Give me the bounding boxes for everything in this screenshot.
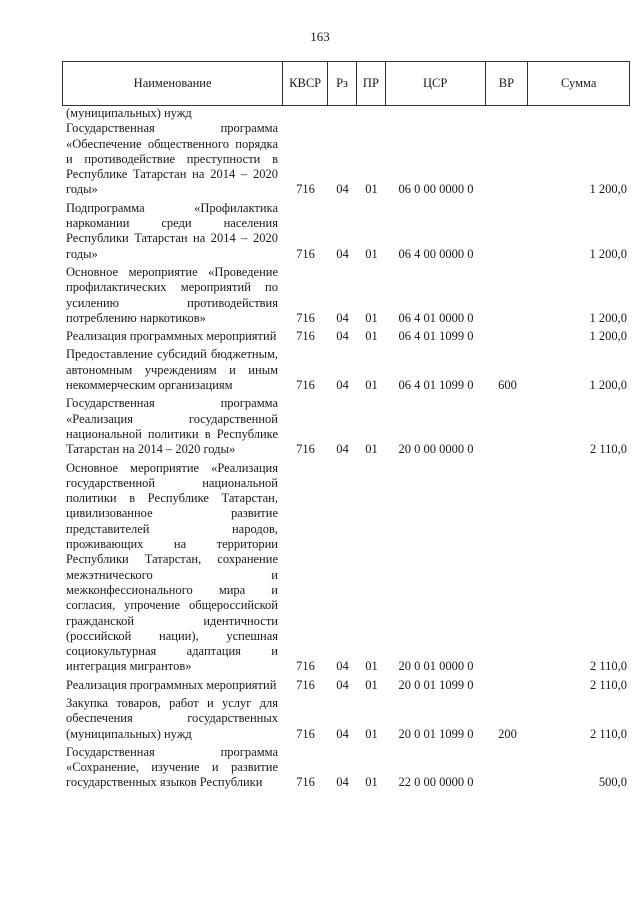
row-sum: 2 110,0 [589, 726, 627, 741]
row-pr: 01 [365, 246, 378, 261]
row-name: Основное мероприятие «Проведение профилактических мероприятий по усилению противодействия потреблению наркотиков» [66, 264, 278, 325]
row-kvsr: 716 [296, 329, 315, 344]
row-kvsr: 716 [296, 726, 315, 741]
row-sum: 2 110,0 [589, 659, 627, 674]
row-sum: 1 200,0 [589, 329, 627, 344]
row-kvsr: 716 [296, 442, 315, 457]
row-pr: 01 [365, 775, 378, 790]
row-pr: 01 [365, 677, 378, 692]
table-row [62, 106, 630, 121]
row-pr: 01 [365, 378, 378, 393]
table-row [62, 329, 630, 344]
row-sum: 500,0 [598, 775, 627, 790]
row-rz: 04 [336, 677, 349, 692]
row-sum: 1 200,0 [589, 378, 627, 393]
row-kvsr: 716 [296, 182, 315, 197]
row-vr: 600 [498, 378, 517, 393]
row-kvsr: 716 [296, 677, 315, 692]
row-kvsr: 716 [296, 659, 315, 674]
row-vr: 200 [498, 726, 517, 741]
table-body [62, 106, 630, 791]
header-kvsr: КВСР [283, 62, 328, 105]
table-row [62, 678, 630, 693]
row-csr: 06 0 00 0000 0 [398, 182, 474, 197]
row-csr: 20 0 01 1099 0 [398, 677, 474, 692]
row-name: Подпрограмма «Профилактика наркомании среди населения Республики Татарстан на 2014 – 2020 годы» [66, 200, 278, 261]
row-name: (муниципальных) нужд [66, 106, 192, 120]
table-row [62, 347, 630, 393]
row-name: Государственная программа «Реализация государственной национальной политики в Республике Татарстан на 2014 – 2020 годы» [66, 396, 278, 457]
row-rz: 04 [336, 310, 349, 325]
table-row [62, 461, 630, 675]
row-csr: 20 0 01 0000 0 [398, 659, 474, 674]
row-name: Реализация программных мероприятий [66, 677, 277, 692]
row-sum: 1 200,0 [589, 182, 627, 197]
row-csr: 22 0 00 0000 0 [398, 775, 474, 790]
row-name: Закупка товаров, работ и услуг для обеспечения государственных (муниципальных) нужд [66, 695, 278, 741]
row-pr: 01 [365, 329, 378, 344]
row-kvsr: 716 [296, 246, 315, 261]
row-name: Государственная программа «Обеспечение общественного порядка и противодействие преступности в Республике Татарстан на 2014 – 2020 годы» [66, 121, 278, 197]
table-row [62, 121, 630, 197]
row-sum: 2 110,0 [589, 442, 627, 457]
row-rz: 04 [336, 182, 349, 197]
row-kvsr: 716 [296, 310, 315, 325]
row-kvsr: 716 [296, 775, 315, 790]
row-rz: 04 [336, 659, 349, 674]
row-pr: 01 [365, 726, 378, 741]
row-rz: 04 [336, 378, 349, 393]
row-sum: 2 110,0 [589, 677, 627, 692]
header-vr: ВР [486, 62, 529, 105]
header-name: Наименование [63, 62, 283, 105]
header-pr: ПР [357, 62, 386, 105]
row-pr: 01 [365, 182, 378, 197]
table-header [62, 61, 630, 106]
row-sum: 1 200,0 [589, 310, 627, 325]
row-rz: 04 [336, 442, 349, 457]
row-csr: 20 0 00 0000 0 [398, 442, 474, 457]
row-name: Реализация программных мероприятий [66, 329, 277, 344]
row-csr: 06 4 01 0000 0 [398, 310, 474, 325]
row-pr: 01 [365, 310, 378, 325]
table-row [62, 265, 630, 326]
row-sum: 1 200,0 [589, 246, 627, 261]
header-sum: Сумма [560, 76, 597, 90]
row-rz: 04 [336, 246, 349, 261]
row-name: Предоставление субсидий бюджетным, автономным учреждениям и иным некоммерческим организациям [66, 347, 278, 393]
header-rz: Рз [328, 62, 357, 105]
row-csr: 06 4 01 1099 0 [398, 329, 474, 344]
row-kvsr: 716 [296, 378, 315, 393]
row-csr: 06 4 00 0000 0 [398, 246, 474, 261]
row-pr: 01 [365, 442, 378, 457]
table-row [62, 696, 630, 742]
header-csr: ЦСР [386, 62, 486, 105]
table-row [62, 201, 630, 262]
page-number: 163 [310, 29, 330, 44]
row-csr: 06 4 01 1099 0 [398, 378, 474, 393]
table-row [62, 396, 630, 457]
row-name: Государственная программа «Сохранение, изучение и развитие государственных языков Республики [66, 744, 278, 790]
row-pr: 01 [365, 659, 378, 674]
row-csr: 20 0 01 1099 0 [398, 726, 474, 741]
row-name: Основное мероприятие «Реализация государственной национальной политики в Республике Татарстан, цивилизованное развитие представителей народов, проживающих на территории Республики Татарстан, сохранение межэтнического и межконфессионального мира и согласия, упрочение общероссийской гражданской идентичности (российской нации), успешная социокультурная адаптация и интеграция мигрантов» [66, 460, 278, 674]
row-rz: 04 [336, 775, 349, 790]
row-rz: 04 [336, 329, 349, 344]
table-row [62, 745, 630, 791]
row-rz: 04 [336, 726, 349, 741]
